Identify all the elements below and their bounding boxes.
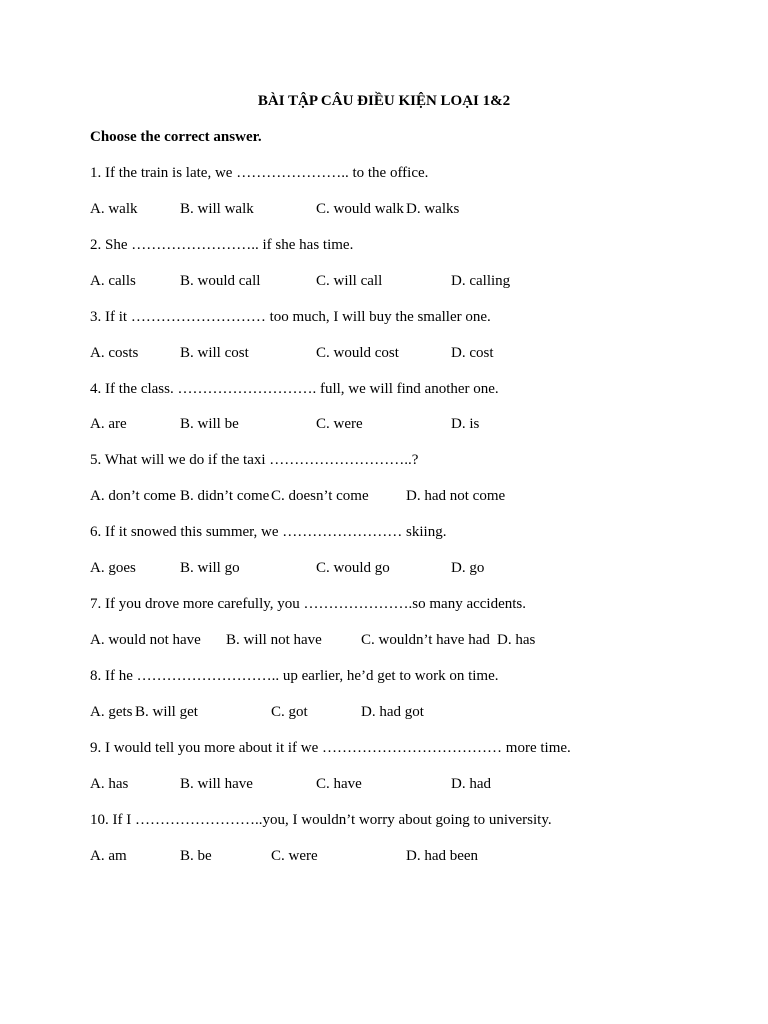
option-a[interactable]: A. are (90, 416, 127, 432)
worksheet-title: BÀI TẬP CÂU ĐIỀU KIỆN LOẠI 1&2 (257, 93, 511, 109)
question-2-text: 2. She …………………….. if she has time. (90, 237, 354, 253)
question-6-options (0, 560, 768, 580)
question-1-options (0, 201, 768, 221)
question-4-text: 4. If the class. ………………………. full, we will find another one. (90, 381, 499, 397)
question-9-text: 9. I would tell you more about it if we ……………………………… more time. (90, 740, 571, 756)
option-b[interactable]: B. will be (180, 416, 239, 432)
option-c[interactable]: C. will call (316, 273, 383, 289)
option-d[interactable]: D. calling (451, 273, 511, 289)
option-c[interactable]: C. doesn’t come (271, 488, 369, 504)
option-c[interactable]: C. wouldn’t have had (361, 632, 490, 648)
question-7-text: 7. If you drove more carefully, you ………………….so many accidents. (90, 596, 527, 612)
question-2-options (0, 273, 768, 293)
option-d[interactable]: D. has (497, 632, 536, 648)
question-3-text: 3. If it ……………………… too much, I will buy the smaller one. (90, 309, 491, 325)
question-8-text: 8. If he ……………………….. up earlier, he’d get to work on time. (90, 668, 499, 684)
question-4-options (0, 416, 768, 436)
option-b[interactable]: B. would call (180, 273, 261, 289)
option-a[interactable]: A. goes (90, 560, 136, 576)
question-3-options (0, 345, 768, 365)
question-6-text: 6. If it snowed this summer, we …………………… skiing. (90, 524, 447, 540)
option-b[interactable]: B. will cost (180, 345, 249, 361)
option-c[interactable]: C. would walk (316, 201, 404, 217)
question-8-options (0, 704, 768, 724)
question-9-options (0, 776, 768, 796)
option-d[interactable]: D. is (451, 416, 480, 432)
option-b[interactable]: B. be (180, 848, 212, 864)
option-d[interactable]: D. had (451, 776, 491, 792)
option-d[interactable]: D. had got (361, 704, 424, 720)
option-a[interactable]: A. don’t come (90, 488, 176, 504)
question-7-options (0, 632, 768, 652)
option-a[interactable]: A. gets (90, 704, 133, 720)
option-a[interactable]: A. has (90, 776, 129, 792)
question-5-text: 5. What will we do if the taxi ………………………..? (90, 452, 419, 468)
option-b[interactable]: B. will walk (180, 201, 254, 217)
option-d[interactable]: D. had been (406, 848, 479, 864)
option-c[interactable]: C. have (316, 776, 362, 792)
option-b[interactable]: B. will have (180, 776, 253, 792)
option-d[interactable]: D. go (451, 560, 485, 576)
option-c[interactable]: C. got (271, 704, 308, 720)
option-b[interactable]: B. will go (180, 560, 240, 576)
option-c[interactable]: C. were (316, 416, 363, 432)
option-c[interactable]: C. were (271, 848, 318, 864)
option-c[interactable]: C. would go (316, 560, 390, 576)
option-b[interactable]: B. didn’t come (180, 488, 270, 504)
option-a[interactable]: A. walk (90, 201, 138, 217)
option-d[interactable]: D. cost (451, 345, 494, 361)
option-d[interactable]: D. had not come (406, 488, 506, 504)
question-1-text: 1. If the train is late, we ………………….. to the office. (90, 165, 429, 181)
option-b[interactable]: B. will not have (226, 632, 322, 648)
question-10-text: 10. If I ……………………..you, I wouldn’t worry about going to university. (90, 812, 552, 828)
option-a[interactable]: A. costs (90, 345, 139, 361)
option-a[interactable]: A. calls (90, 273, 136, 289)
question-5-options (0, 488, 768, 508)
instruction-text: Choose the correct answer. (90, 129, 262, 145)
option-a[interactable]: A. would not have (90, 632, 201, 648)
option-a[interactable]: A. am (90, 848, 127, 864)
option-c[interactable]: C. would cost (316, 345, 399, 361)
question-10-options (0, 848, 768, 868)
option-d[interactable]: D. walks (406, 201, 460, 217)
option-b[interactable]: B. will get (135, 704, 198, 720)
